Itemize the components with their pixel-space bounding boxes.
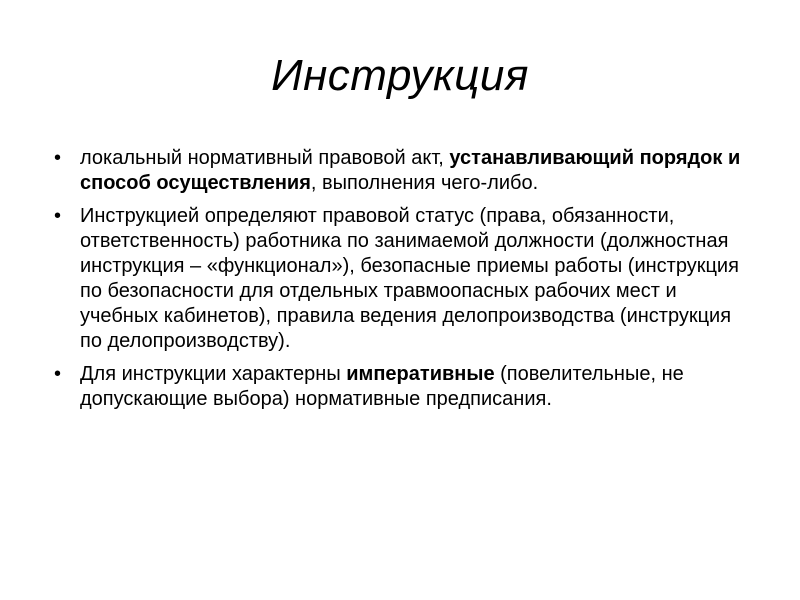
bullet-text: , выполнения чего-либо. xyxy=(310,172,539,194)
bullet-text: локальный нормативный правовой акт, xyxy=(80,147,450,169)
bullet-text-bold: устанавливающий порядок и способ осуществления xyxy=(80,147,741,194)
bullet-dot-icon: • xyxy=(54,205,62,227)
bullet-dot-icon: • xyxy=(54,363,62,385)
bullet-item-characteristics xyxy=(52,362,752,412)
bullet-text: (повелительные, не допускающие выбора) нормативные предписания. xyxy=(80,363,684,410)
bullet-item-purpose xyxy=(52,204,752,354)
bullet-text: Для инструкции характерны xyxy=(80,363,347,385)
slide-title: Инструкция xyxy=(271,51,529,100)
bullet-list xyxy=(52,146,752,420)
bullet-text: Инструкцией определяют правовой статус (права, обязанности, ответственность) работника по занимаемой должности (должностная инструкция – «функционал»), безопасные приемы работы (инструкция по безопасности для отдельных травмоопасных рабочих мест и учебных кабинетов), правила ведения делопроизводства (инструкция по делопроизводству). xyxy=(80,205,739,352)
bullet-dot-icon: • xyxy=(54,147,62,169)
bullet-text-bold: императивные xyxy=(346,363,495,385)
bullet-item-definition xyxy=(52,146,752,196)
